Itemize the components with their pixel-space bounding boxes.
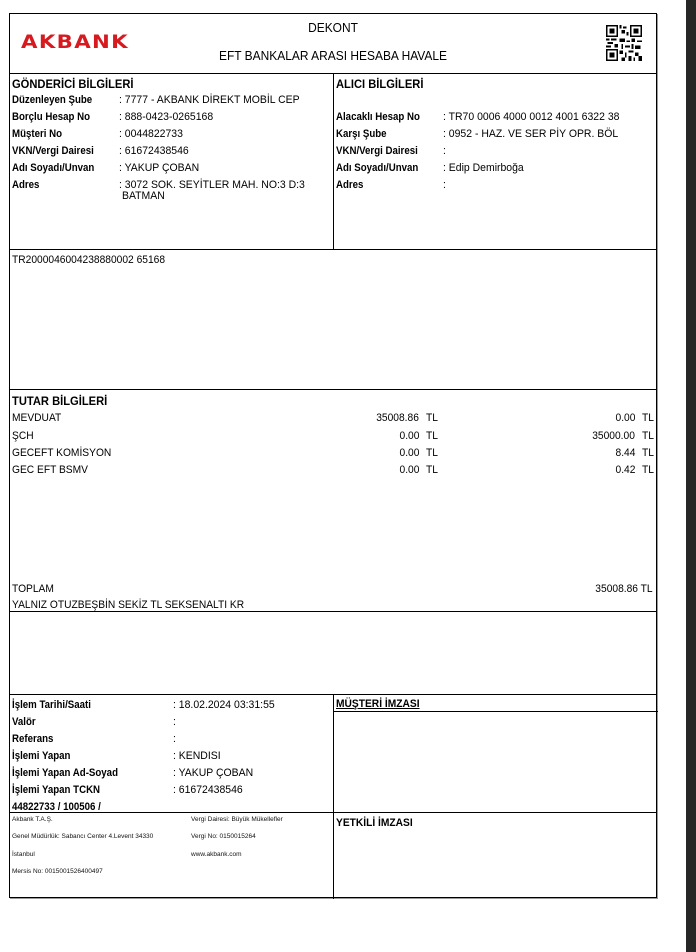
field-value: : TR70 0006 4000 0012 4001 6322 38: [443, 111, 620, 123]
field-label: İşlemi Yapan Ad-Soyad: [12, 767, 118, 779]
amounts-section-title: TUTAR BİLGİLERİ: [12, 394, 108, 408]
currency: TL: [426, 430, 438, 442]
field-value: :: [443, 179, 446, 191]
field-label: Düzenleyen Şube: [12, 94, 93, 106]
field-label: Adı Soyadı/Unvan: [12, 162, 95, 174]
field-value: : KENDISI: [173, 750, 221, 762]
field-label: İşlem Tarihi/Saati: [12, 699, 91, 711]
sender-section-title: GÖNDERİCİ BİLGİLERİ: [12, 77, 134, 91]
field-label: İşlemi Yapan: [12, 750, 71, 762]
amount-col1: 0.00: [399, 464, 419, 476]
amount-label: GEC EFT BSMV: [12, 464, 88, 476]
field-label: Borçlu Hesap No: [12, 111, 91, 123]
field-label: İşlemi Yapan TCKN: [12, 784, 101, 796]
document-subtitle: EFT BANKALAR ARASI HESABA HAVALE: [218, 48, 447, 63]
footer-tax-no: Vergi No: 0150015264: [191, 833, 256, 840]
field-label: Karşı Şube: [336, 128, 387, 140]
field-value: : 888-0423-0265168: [119, 111, 214, 123]
divider: [10, 249, 656, 250]
footer-company: Akbank T.A.Ş.: [12, 816, 53, 823]
divider: [10, 611, 656, 612]
transaction-code-line: 44822733 / 100506 /: [12, 801, 101, 813]
field-value: : 18.02.2024 03:31:55: [173, 699, 275, 711]
receipt-document: [9, 13, 657, 898]
field-label: Adres: [12, 179, 40, 191]
divider: [333, 73, 334, 249]
amount-col1: 0.00: [399, 447, 419, 459]
field-label: VKN/Vergi Dairesi: [336, 145, 418, 157]
amount-col1: 35008.86: [376, 412, 419, 424]
field-value-cont: BATMAN: [122, 190, 165, 202]
field-value: : 3072 SOK. SEYİTLER MAH. NO:3 D:3: [119, 179, 305, 191]
amount-label: ŞCH: [12, 430, 34, 442]
customer-signature-label: MÜŞTERİ İMZASI: [336, 698, 420, 710]
field-label: Valör: [12, 716, 36, 728]
divider: [10, 812, 656, 813]
amount-label: GECEFT KOMİSYON: [12, 447, 112, 459]
field-label: VKN/Vergi Dairesi: [12, 145, 94, 157]
amount-col2: 0.00: [615, 412, 635, 424]
recipient-section-title: ALICI BİLGİLERİ: [336, 77, 424, 91]
total-value: 35008.86 TL: [595, 583, 653, 595]
scrollbar[interactable]: [686, 0, 696, 952]
divider: [10, 389, 656, 390]
field-value: : YAKUP ÇOBAN: [173, 767, 254, 779]
field-value: :: [173, 716, 176, 728]
footer-tax-office: Vergi Dairesi: Büyük Mükellefler: [191, 816, 283, 823]
currency: TL: [642, 464, 654, 476]
currency: TL: [642, 412, 654, 424]
field-label: Müşteri No: [12, 128, 63, 140]
amount-col2: 8.44: [615, 447, 635, 459]
footer-website[interactable]: www.akbank.com: [191, 851, 242, 858]
authorized-signature-label: YETKİLİ İMZASI: [336, 817, 413, 829]
field-value: : Edip Demirboğa: [443, 162, 524, 174]
reference-code: TR2000046004238880002 65168: [12, 254, 166, 266]
document-title: DEKONT: [308, 20, 358, 35]
field-value: : YAKUP ÇOBAN: [119, 162, 200, 174]
currency: TL: [426, 464, 438, 476]
field-value: :: [173, 733, 176, 745]
field-label: Adres: [336, 179, 364, 191]
amount-col2: 0.42: [615, 464, 635, 476]
total-label: TOPLAM: [12, 583, 54, 595]
qr-code-icon: [606, 25, 642, 61]
amount-col2: 35000.00: [592, 430, 635, 442]
field-value: : 7777 - AKBANK DİREKT MOBİL CEP: [119, 94, 300, 106]
footer-mersis: Mersis No: 0015001526400497: [12, 868, 103, 875]
amount-in-words: YALNIZ OTUZBEŞBİN SEKİZ TL SEKSENALTI KR: [12, 599, 245, 611]
field-value: : 0952 - HAZ. VE SER PİY OPR. BÖL: [443, 128, 619, 140]
field-label: Alacaklı Hesap No: [336, 111, 420, 123]
field-value: : 61672438546: [119, 145, 189, 157]
akbank-logo: AKBANK: [21, 31, 130, 53]
amount-col1: 0.00: [399, 430, 419, 442]
customer-signature-area: [333, 712, 657, 812]
field-label: Adı Soyadı/Unvan: [336, 162, 419, 174]
amount-label: MEVDUAT: [12, 412, 62, 424]
field-label: Referans: [12, 733, 54, 745]
footer-address: Genel Müdürlük: Sabancı Center 4.Levent 34330: [12, 833, 154, 840]
footer-city: İstanbul: [12, 851, 35, 858]
currency: TL: [642, 430, 654, 442]
field-value: :: [443, 145, 446, 157]
currency: TL: [426, 447, 438, 459]
field-value: : 61672438546: [173, 784, 243, 796]
currency: TL: [426, 412, 438, 424]
field-value: : 0044822733: [119, 128, 183, 140]
currency: TL: [642, 447, 654, 459]
